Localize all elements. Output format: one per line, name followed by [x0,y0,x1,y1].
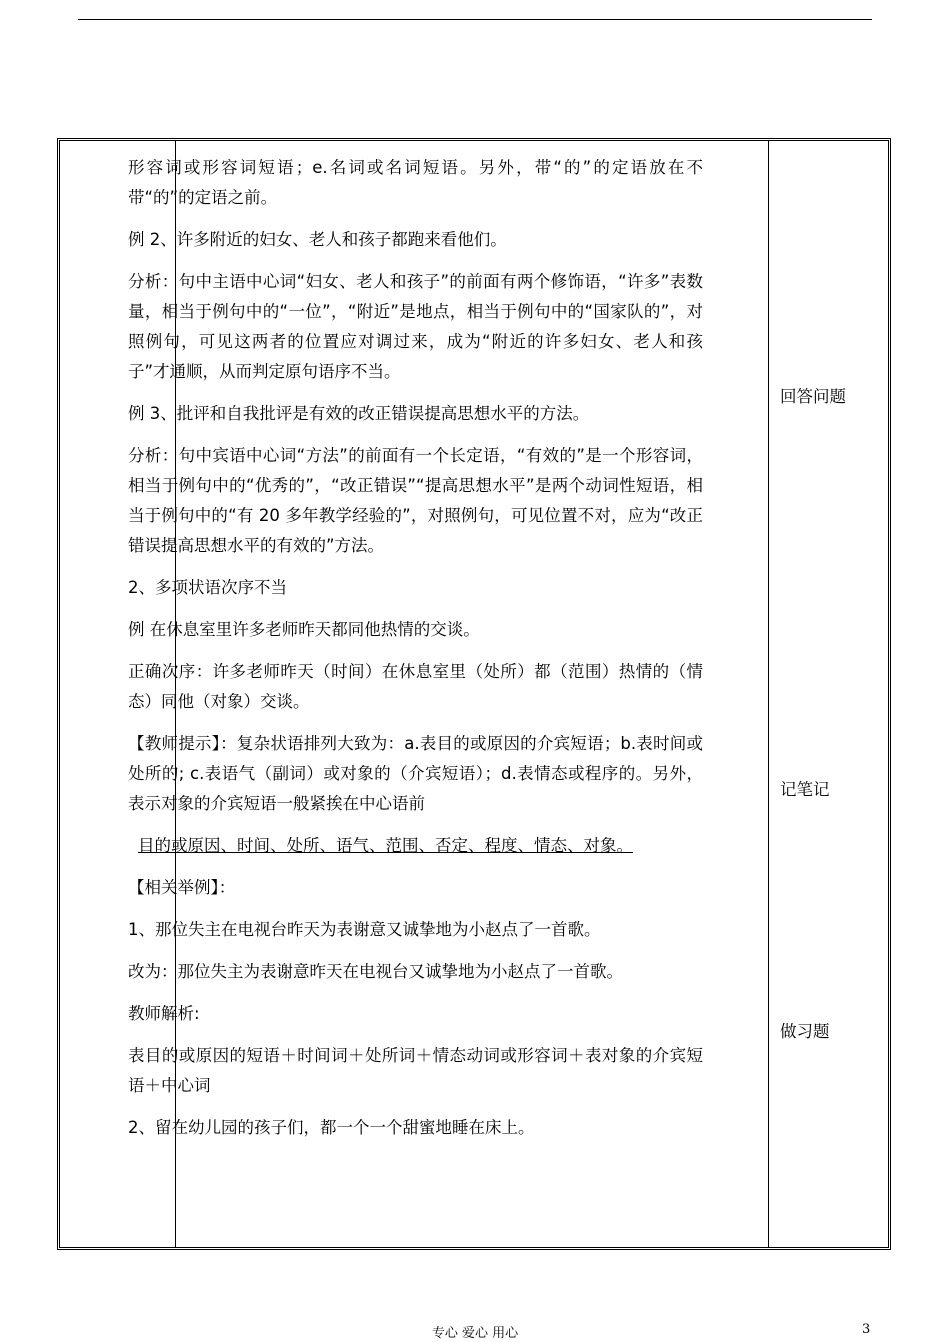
correct-order: 正确次序：许多老师昨天（时间）在休息室里（处所）都（范围）热情的（情态）同他（对象）交谈。 [128,662,703,711]
main-content [128,138,703,1143]
side-note-exercise: 做习题 [780,1022,830,1041]
related-example-2: 2、留在幼儿园的孩子们，都一个一个甜蜜地睡在床上。 [128,1118,535,1137]
example-adverbial: 例 在休息室里许多老师昨天都同他热情的交谈。 [128,620,480,639]
page-number: 3 [862,1322,871,1337]
analysis-3: 分析：句中宾语中心词“方法”的前面有一个长定语，“有效的”是一个形容词，相当于例句中的“优秀的”，“改正错误”“提高思想水平”是两个动词性短语，相当于例句中的“有 20 多年教学经验的”，对照例句，可见位置不对，应为“改正错误提高思想水平的有效的”方法。 [128,446,703,555]
analysis-2: 分析：句中主语中心词“妇女、老人和孩子”的前面有两个修饰语，“许多”表数量，相当于例句中的“一位”，“附近”是地点，相当于例句中的“国家队的”，对照例句，可见这两者的位置应对调过来，成为“附近的许多妇女、老人和孩子”才通顺，从而判定原句语序不当。 [128,272,703,381]
order-summary: 目的或原因、时间、处所、语气、范围、否定、程度、情态、对象。 [138,836,633,855]
teacher-analysis-label: 教师解析: [128,1004,200,1023]
side-note-notes: 记笔记 [780,780,830,799]
teacher-tip: 【教师提示】：复杂状语排列大致为：a.表目的或原因的介宾短语；b.表时间或处所的; c.表语气（副词）或对象的（介宾短语）；d.表情态或程序的。另外，表示对象的介宾短语一般紧挨在中心语前 [128,734,703,813]
related-example-1: 1、那位失主在电视台昨天为表谢意又诚挚地为小赵点了一首歌。 [128,920,601,939]
right-column [769,141,888,1247]
corrected-example-1: 改为：那位失主为表谢意昨天在电视台又诚挚地为小赵点了一首歌。 [128,962,623,981]
section-adverbial-order: 2、多项状语次序不当 [128,578,287,597]
header-rule [78,19,872,20]
related-examples-heading: 【相关举例】： [128,878,236,897]
example-2: 例 2、许多附近的妇女、老人和孩子都跑来看他们。 [128,230,507,249]
example-3: 例 3、批评和自我批评是有效的改正错误提高思想水平的方法。 [128,404,590,423]
side-note-answer: 回答问题 [780,387,846,406]
footer-motto: 专心 爱心 用心 [431,1326,519,1341]
paragraph-adjective-rule: 形容词或形容词短语；e.名词或名词短语。另外，带“的”的定语放在不带“的”的定语之前。 [128,158,703,207]
order-formula: 表目的或原因的短语＋时间词＋处所词＋情态动词或形容词＋表对象的介宾短语＋中心词 [128,1046,703,1095]
